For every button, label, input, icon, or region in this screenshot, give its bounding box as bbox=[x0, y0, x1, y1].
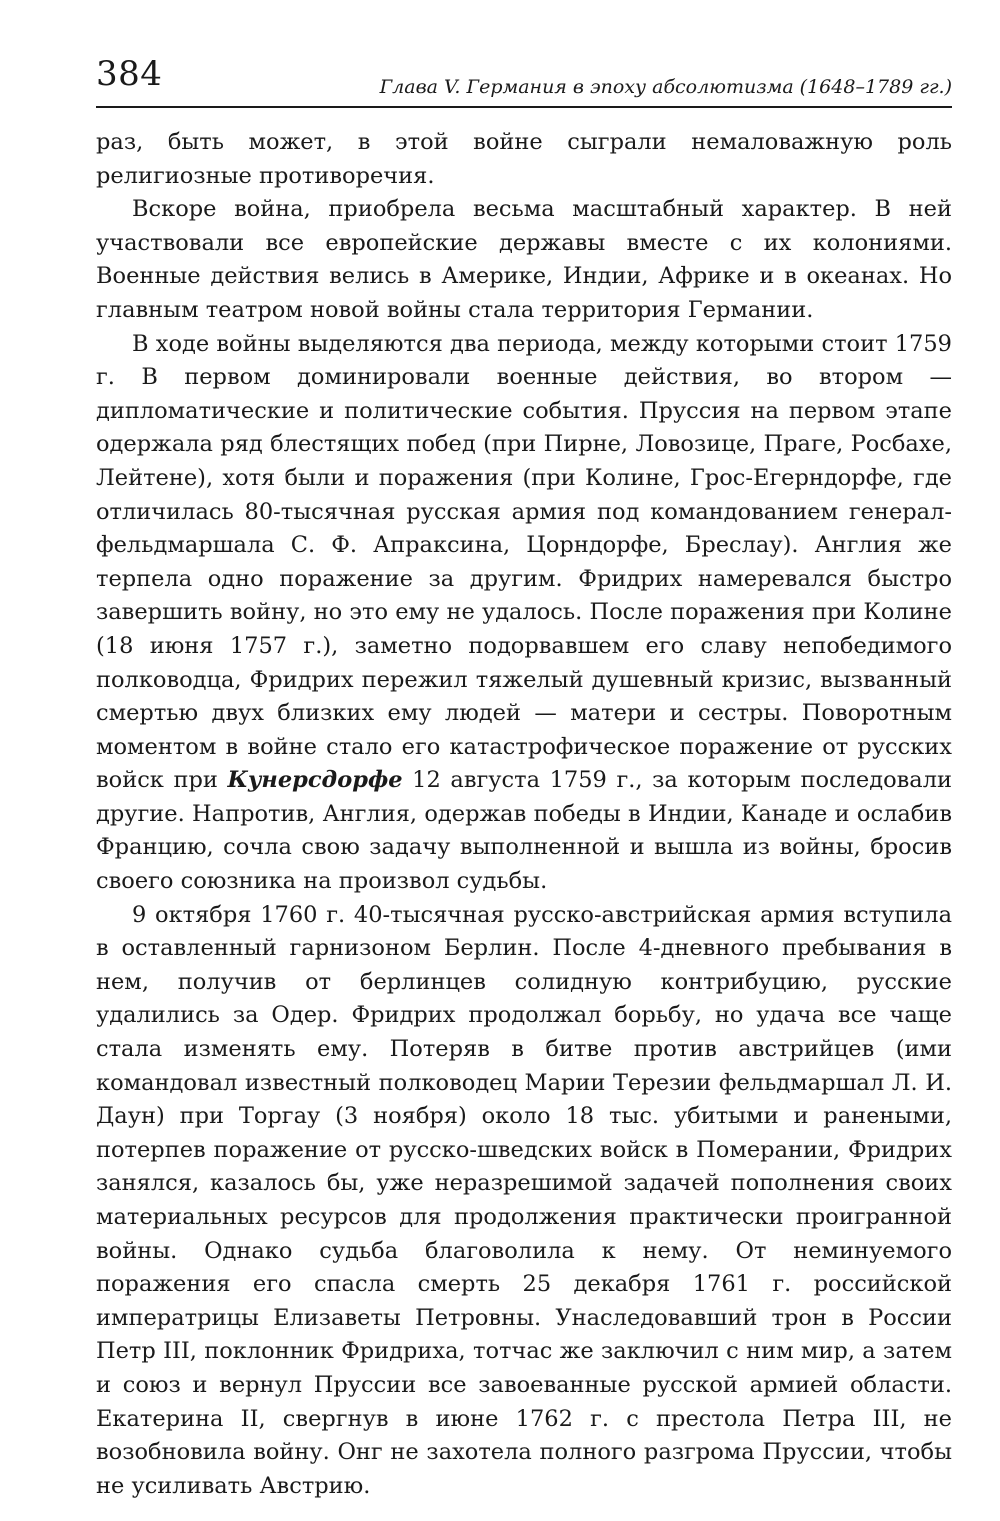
paragraph-2: Вскоре война, приобрела весьма масштабный характер. В ней участвовали все европейские державы вместе с их колониями. Военные действия велись в Америке, Индии, Африке и в океанах. Но главным театром новой войны стала территория Германии. bbox=[96, 196, 952, 323]
running-head: Глава V. Германия в эпоху абсолютизма (1648–1789 гг.) bbox=[379, 76, 952, 98]
page-number: 384 bbox=[96, 54, 163, 94]
paragraph-3-text-before: В ходе войны выделяются два периода, между которыми стоит 1759 г. В первом доминировали военные действия, во втором — дипломатические и политические события. Пруссия на первом этапе одержала ряд блестящих побед (при Пирне, Ловозице, Праге, Росбахе, Лейтене), хотя были и поражения (при Колине, Грос-Егерндорфе, где отличилась 80-тысячная русская армия под командованием генерал-фельдмаршала С. Ф. Апраксина, Цорндорфе, Бреслау). Англия же терпела одно поражение за другим. Фридрих намеревался быстро завершить войну, но это ему не удалось. После поражения при Колине (18 июня 1757 г.), заметно подорвавшем его славу непобедимого полководца, Фридрих пережил тяжелый душевный кризис, вызванный смертью двух близких ему людей — матери и сестры. Поворотным моментом в войне стало его катастрофическое поражение от русских войск при bbox=[96, 330, 952, 794]
book-page bbox=[96, 48, 952, 1503]
paragraph-3-text-after: 12 августа 1759 г., за которым последовали другие. Напротив, Англия, одержав победы в Индии, Канаде и ослабив Францию, сочла свою задачу выполненной и вышла из войны, бросив своего союзника на произвол судьбы. bbox=[96, 767, 952, 895]
emphasis-kunersdorf: Кунерсдорфе bbox=[227, 767, 403, 794]
page-header bbox=[96, 48, 952, 108]
paragraph-4: 9 октября 1760 г. 40-тысячная русско-австрийская армия вступила в оставленный гарнизоном Берлин. После 4-дневного пребывания в нем, получив от берлинцев солидную контрибуцию, русские удалились за Одер. Фридрих продолжал борьбу, но удача все чаще стала изменять ему. Потеряв в битве против австрийцев (ими командовал известный полководец Марии Терезии фельдмаршал Л. И. Даун) при Торгау (3 ноября) около 18 тыс. убитыми и ранеными, потерпев поражение от русско-шведских войск в Померании, Фридрих занялся, казалось бы, уже неразрешимой задачей пополнения своих материальных ресурсов для продолжения практически проигранной войны. Однако судьба благоволила к нему. От неминуемого поражения его спасла смерть 25 декабря 1761 г. российской императрицы Елизаветы Петровны. Унаследовавший трон в России Петр III, поклонник Фридриха, тотчас же заключил с ним мир, а затем и союз и вернул Пруссии все завоеванные русской армией области. Екатерина II, свергнув в июне 1762 г. с престола Петра III, не возобновила войну. Онг не захотела полного разгрома Пруссии, чтобы не усиливать Австрию. bbox=[96, 901, 952, 1499]
paragraph-1: раз, быть может, в этой войне сыграли немаловажную роль религиозные противоречия. bbox=[96, 129, 952, 189]
body-text bbox=[96, 126, 952, 1503]
paragraph-3 bbox=[96, 328, 952, 899]
